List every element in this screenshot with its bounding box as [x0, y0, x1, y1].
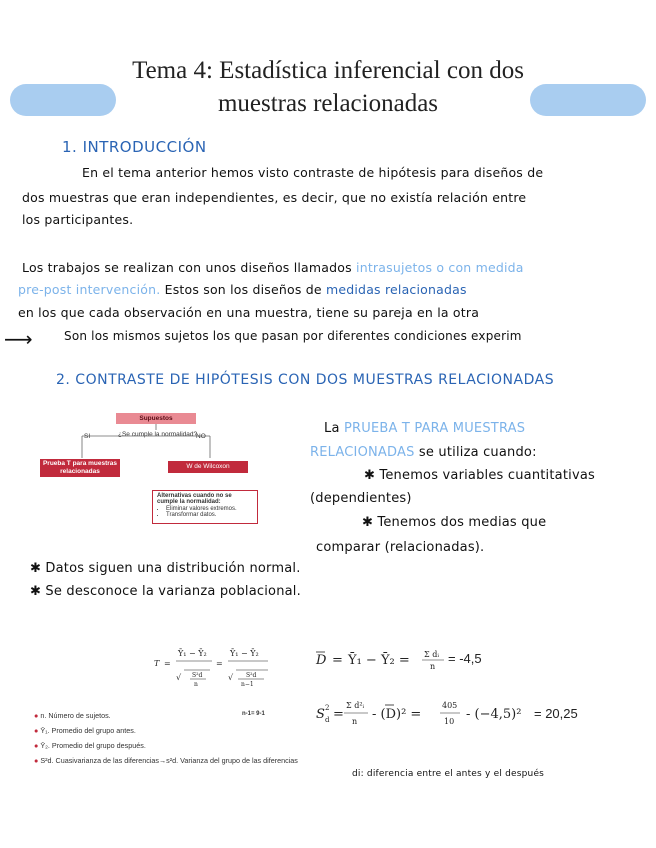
svg-text:- (D)² =: - (D)² = — [372, 707, 422, 722]
diagram-alt-item: • Eliminar valores extremos. — [166, 506, 253, 512]
svg-text:=: = — [332, 653, 343, 668]
legend-item: ● Ȳ₁. Promedio del grupo antes. — [34, 726, 136, 735]
section-heading-introduccion: 1. INTRODUCCIÓN — [62, 138, 207, 156]
diagram-right-box: W de Wilcoxon — [168, 461, 248, 473]
title-line-1: Tema 4: Estadística inferencial con dos — [132, 57, 524, 84]
svg-text:n−1: n−1 — [241, 681, 254, 688]
svg-text:n: n — [430, 662, 436, 671]
ttest-line2-a: RELACIONADAS — [310, 445, 415, 460]
svg-text:√: √ — [228, 673, 234, 682]
diagram-alt-title: Alternativas cuando no se cumple la normalidad: — [157, 493, 232, 505]
para2-line2-c: medidas relacionadas — [325, 282, 467, 297]
para2-line3: en los que cada observación en una muestra, tiene su pareja en la otra — [18, 305, 480, 320]
arrow-icon: ⟶ — [4, 327, 33, 351]
svg-text:n: n — [194, 681, 198, 688]
svg-text:S: S — [316, 707, 325, 722]
svg-text:=: = — [216, 659, 223, 668]
svg-text:d: d — [325, 716, 330, 724]
condition-bullet-variance: ✱ Se desconoce la varianza poblacional. — [30, 584, 301, 599]
svg-text:Σ d²ᵢ: Σ d²ᵢ — [346, 701, 365, 710]
d-mean-result: = -4,5 — [448, 651, 482, 666]
section-heading-contraste: 2. CONTRASTE DE HIPÓTESIS CON DOS MUESTRAS RELACIONADAS — [56, 372, 555, 388]
ttest-line6: comparar (relacionadas). — [316, 540, 485, 555]
svg-text:S²d: S²d — [192, 672, 203, 679]
para2-line1 — [22, 260, 524, 275]
ttest-line1 — [324, 421, 525, 436]
legend-item: ● S²d. Cuasivarianza de las diferencias→s²d. Varianza del grupo de las diferencias — [34, 756, 298, 765]
diagram-alternatives-box — [152, 490, 258, 524]
diagram-yes-label: SI — [84, 433, 91, 440]
diagram-question: ¿Se cumple la normalidad? — [118, 431, 198, 438]
df-note: n-1= 9-1 — [242, 711, 265, 717]
svg-text:D: D — [316, 653, 327, 668]
diagram-no-label: NO — [196, 433, 206, 440]
t-statistic-formula — [150, 640, 290, 696]
para1-line1: En el tema anterior hemos visto contraste de hipótesis para diseños de — [82, 165, 544, 180]
diagram-alt-item: • Transformar datos. — [166, 512, 253, 518]
svg-text:2: 2 — [325, 704, 330, 712]
svg-text:=: = — [333, 707, 344, 722]
para1-line3: los participantes. — [22, 212, 134, 227]
para2-line1-b: intrasujetos o con medida — [356, 260, 524, 275]
di-note: di: diferencia entre el antes y el después — [352, 769, 545, 779]
para2-line2-b: Estos son los diseños de — [164, 282, 322, 297]
ttest-line4: (dependientes) — [310, 491, 412, 506]
para2-line2-a: pre-post intervención. — [18, 282, 161, 297]
para1-line2: dos muestras que eran independientes, es decir, que no existía relación entre — [22, 190, 527, 205]
diagram-top-box: Supuestos — [116, 413, 196, 424]
diagram-left-box: Prueba T para muestras relacionadas — [40, 459, 120, 477]
para2-line2 — [18, 282, 467, 297]
svg-text:10: 10 — [444, 717, 455, 726]
ttest-line3: ✱ Tenemos variables cuantitativas — [364, 468, 595, 483]
condition-bullet-normal: ✱ Datos siguen una distribución normal. — [30, 561, 301, 576]
svg-text:- (−4,5)²: - (−4,5)² — [466, 707, 522, 722]
svg-text:Ȳ₁ − Ȳ₂ =: Ȳ₁ − Ȳ₂ = — [348, 653, 410, 668]
legend-item: ● Ȳ₂. Promedio del grupo después. — [34, 741, 146, 750]
svg-text:n: n — [352, 717, 358, 726]
svg-text:√: √ — [176, 673, 182, 682]
variance-formula — [314, 694, 522, 734]
ttest-line5: ✱ Tenemos dos medias que — [362, 515, 547, 530]
svg-text:T: T — [154, 659, 160, 668]
title-line-2: muestras relacionadas — [217, 90, 439, 117]
page-title — [0, 54, 656, 120]
ttest-line2 — [310, 445, 537, 460]
ttest-line2-b: se utiliza cuando: — [418, 445, 537, 460]
d-mean-formula — [314, 644, 544, 674]
para2-line4: Son los mismos sujetos los que pasan por diferentes condiciones experim — [64, 329, 522, 343]
legend-item: ● n. Número de sujetos. — [34, 711, 111, 720]
svg-text:405: 405 — [442, 701, 458, 710]
svg-text:Ȳ₁ − Ȳ₂: Ȳ₁ − Ȳ₂ — [178, 649, 207, 658]
svg-text:Ȳ₁ − Ȳ₂: Ȳ₁ − Ȳ₂ — [230, 649, 259, 658]
svg-text:=: = — [164, 659, 171, 668]
svg-text:Σ dᵢ: Σ dᵢ — [424, 650, 439, 659]
variance-result: = 20,25 — [534, 706, 578, 721]
svg-text:S²d: S²d — [246, 672, 257, 679]
ttest-line1-a: La — [324, 421, 340, 436]
para2-line1-a: Los trabajos se realizan con unos diseños llamados — [22, 260, 352, 275]
diagram-connectors — [70, 424, 240, 460]
ttest-line1-b: PRUEBA T PARA MUESTRAS — [343, 421, 526, 436]
